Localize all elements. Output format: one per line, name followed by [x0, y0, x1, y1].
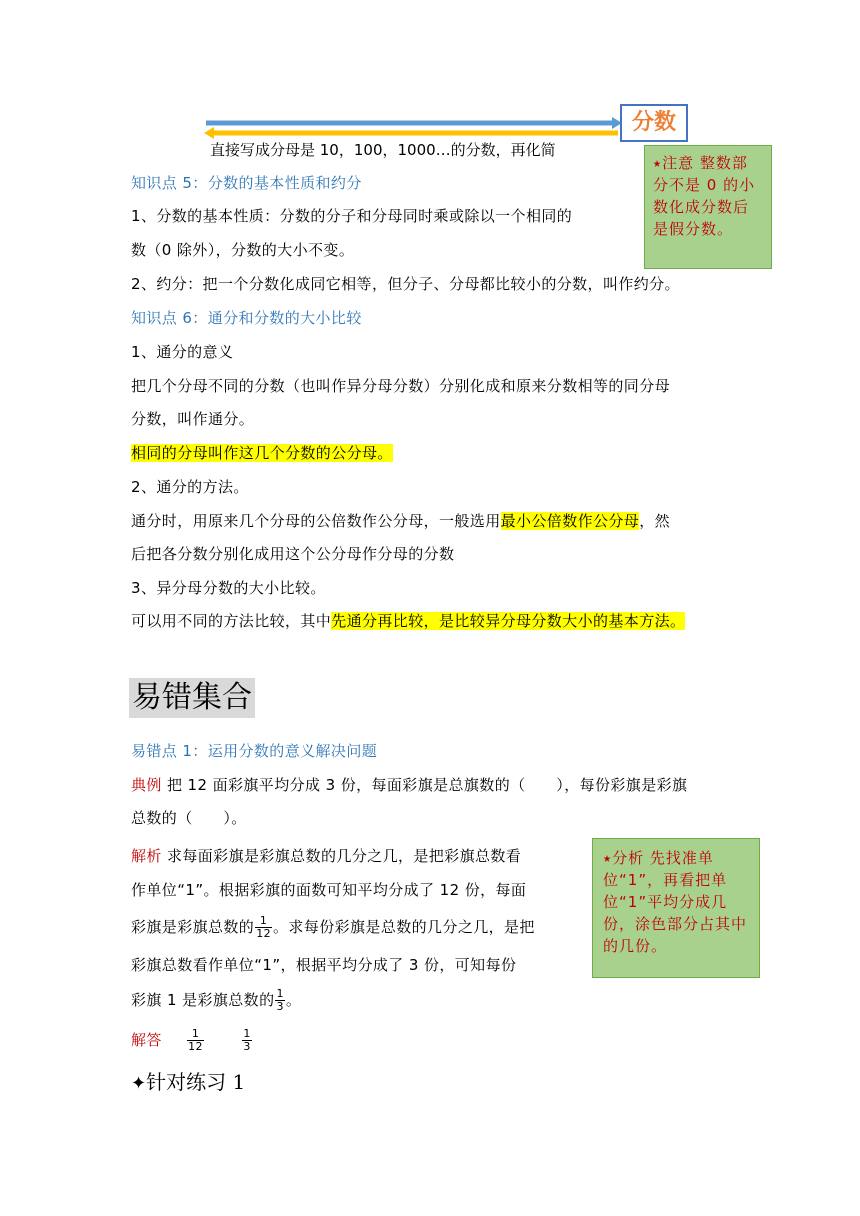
analysis-label: 解析: [131, 847, 162, 865]
fraction-1-12: $\frac{1}{12}$: [256, 914, 272, 940]
orange-arrowhead: [204, 127, 214, 139]
err1-title: 易错点 1：运用分数的意义解决问题: [131, 742, 378, 760]
fraction-1-3: $\frac{1}{3}$: [276, 987, 284, 1013]
kp5-p1-line1: 1、分数的基本性质：分数的分子和分母同时乘或除以一个相同的: [131, 207, 573, 225]
analysis-line4: 彩旗总数看作单位“1”，根据平均分成了 3 份，可知每份: [131, 956, 517, 974]
kp6-s3-line1: 可以用不同的方法比较，其中先通分再比较，是比较异分母分数大小的基本方法。: [131, 612, 686, 630]
answer-label: 解答: [131, 1031, 162, 1049]
kp6-s2: 2、通分的方法。: [131, 478, 249, 496]
kp6-s1-line1: 把几个分母不同的分数（也叫作异分母分数）分别化成和原来分数相等的同分母: [131, 377, 671, 395]
example-line1: 典例 把 12 面彩旗平均分成 3 份，每面彩旗是总旗数的（ ），每份彩旗是彩旗: [131, 776, 688, 794]
example-label: 典例: [131, 776, 162, 794]
kp6-title: 知识点 6：通分和分数的大小比较: [131, 309, 362, 327]
answer-line: [131, 1025, 253, 1055]
sparkle-icon: ✦: [131, 1073, 147, 1094]
kp5-p2: 2、约分：把一个分数化成同它相等，但分子、分母都比较小的分数，叫作约分。: [131, 275, 680, 293]
practice-heading: ✦针对练习 1: [131, 1070, 246, 1094]
arrow-caption: 直接写成分母是 10，100，1000…的分数，再化简: [210, 141, 556, 159]
kp6-s3: 3、异分母分数的大小比较。: [131, 579, 326, 597]
section-heading: 易错集合: [129, 678, 255, 718]
fraction-box: 分数: [620, 104, 688, 142]
kp6-s1: 1、通分的意义: [131, 343, 234, 361]
answer-fraction-1: $\frac{1}{12}$: [188, 1027, 203, 1053]
analysis-line2: 作单位“1”。根据彩旗的面数可知平均分成了 12 份，每面: [131, 881, 527, 899]
kp6-s2-line2: 后把各分数分别化成用这个公分母作分母的分数: [131, 545, 455, 563]
note-box-2: ⭑分析 先找准单位“1”，再看把单位“1”平均分成几份，涂色部分占其中的几份。: [592, 838, 760, 978]
analysis-line3: 彩旗是彩旗总数的 $\frac{1}{12}$ 。求每份彩旗是总数的几分之几，是把: [131, 914, 535, 940]
answer-fraction-2: $\frac{1}{3}$: [243, 1027, 251, 1053]
kp6-s1-highlight: 相同的分母叫作这几个分数的公分母。: [131, 444, 393, 462]
kp5-p1-line2: 数（0 除外），分数的大小不变。: [131, 241, 355, 259]
note-box-1: ⭑注意 整数部分不是 0 的小数化成分数后是假分数。: [644, 145, 772, 269]
kp6-s2-line1: 通分时，用原来几个分母的公倍数作公分母，一般选用最小公倍数作公分母，然: [131, 512, 671, 530]
kp6-s1-line2: 分数，叫作通分。: [131, 410, 255, 428]
analysis-line1: 解析 求每面彩旗是彩旗总数的几分之几，是把彩旗总数看: [131, 847, 522, 865]
kp5-title: 知识点 5：分数的基本性质和约分: [131, 174, 362, 192]
example-line2: 总数的（ ）。: [131, 809, 247, 827]
analysis-line5: 彩旗 1 是彩旗总数的 $\frac{1}{3}$ 。: [131, 987, 302, 1013]
